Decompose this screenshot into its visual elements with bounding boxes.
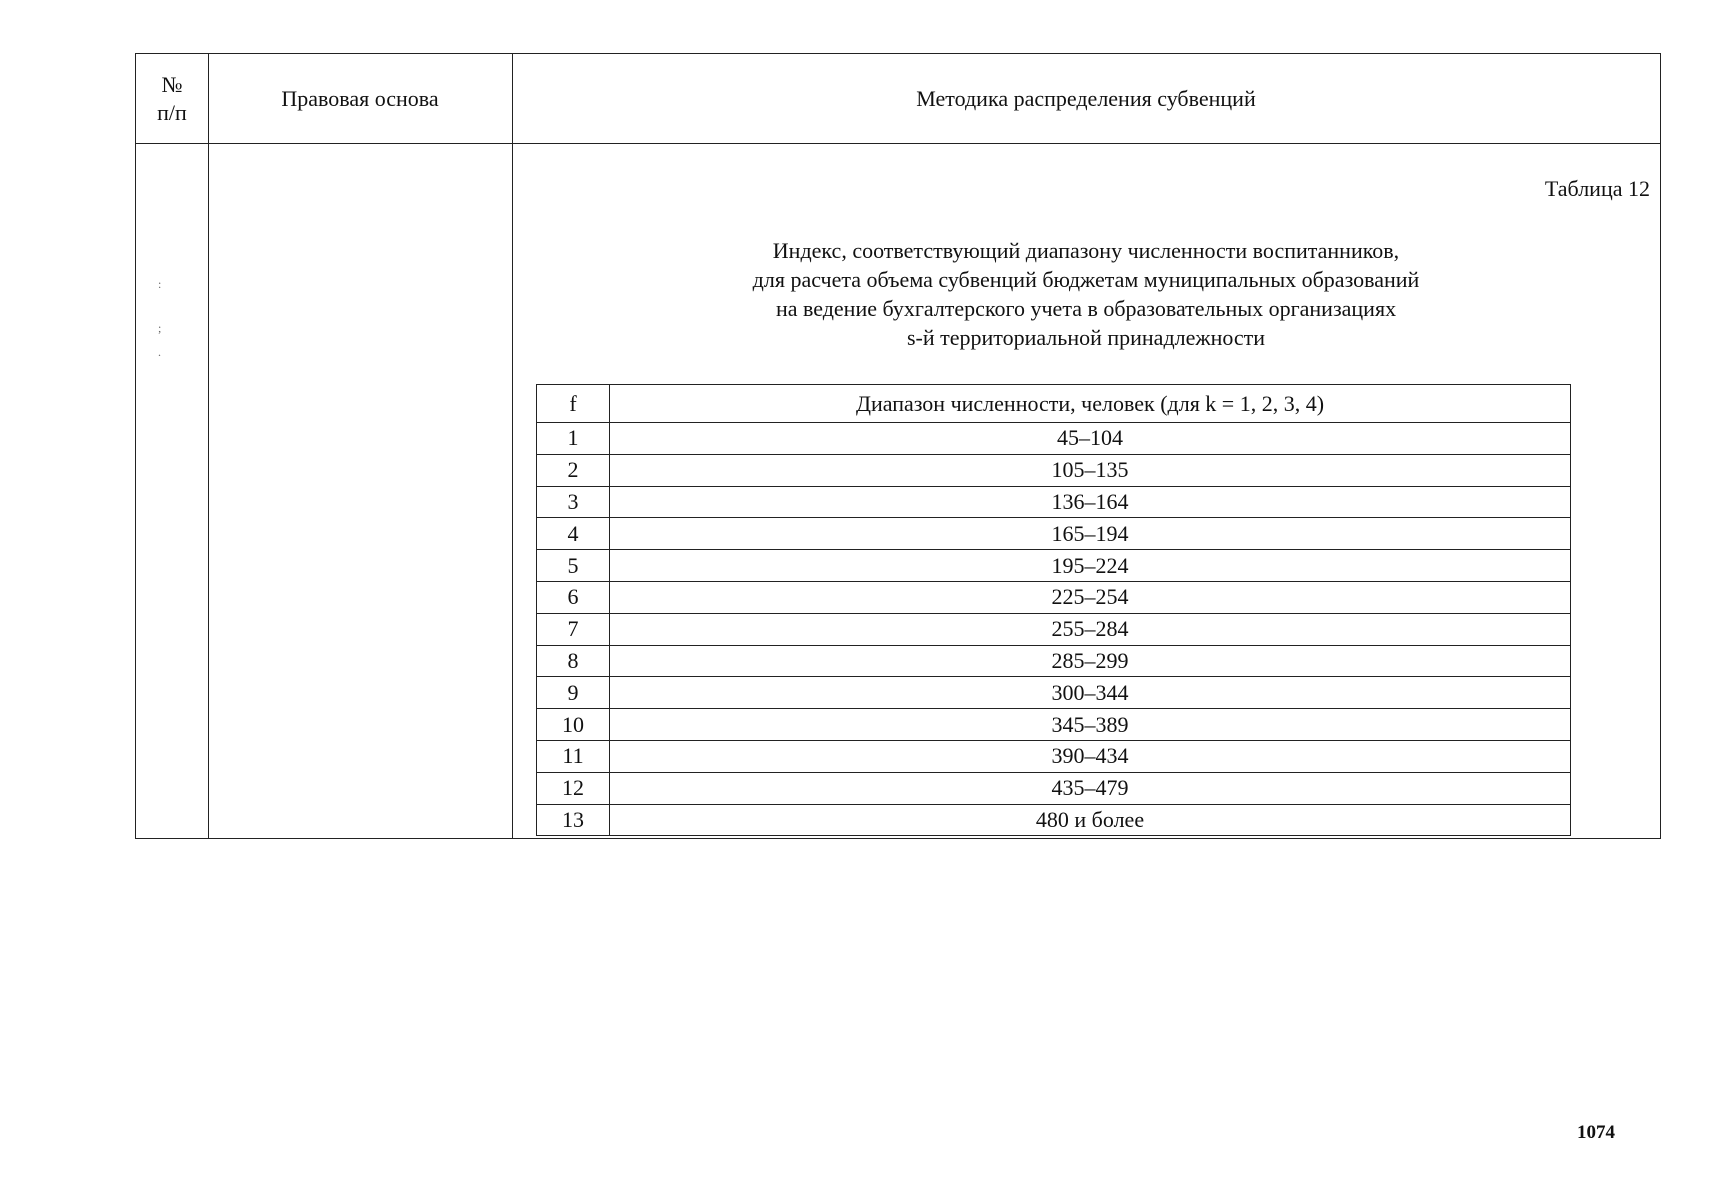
header-legal-basis: Правовая основа [281, 85, 439, 111]
cell-f: 10 [537, 709, 610, 741]
column-header-f: f [537, 385, 610, 423]
table-row [537, 772, 1571, 804]
cell-range: 136–164 [610, 486, 1571, 518]
column-divider [512, 54, 513, 838]
caption-line: Индекс, соответствующий диапазону численности воспитанников, [772, 238, 1400, 263]
margin-mark: ; [158, 321, 162, 335]
table-row [537, 804, 1571, 836]
caption-line: на ведение бухгалтерского учета в образовательных организациях [775, 296, 1397, 321]
header-method: Методика распределения субвенций [916, 85, 1256, 111]
cell-range: 225–254 [610, 581, 1571, 613]
cell-f: 11 [537, 740, 610, 772]
table-number: Таблица 12 [1544, 176, 1650, 201]
cell-range: 390–434 [610, 740, 1571, 772]
cell-f: 8 [537, 645, 610, 677]
table-row [537, 581, 1571, 613]
header-divider [136, 143, 1660, 144]
cell-range: 195–224 [610, 550, 1571, 582]
caption-line: s-й территориальной принадлежности [906, 325, 1266, 350]
index-range-table [536, 384, 1571, 836]
cell-f: 2 [537, 454, 610, 486]
table-row [537, 613, 1571, 645]
cell-f: 5 [537, 550, 610, 582]
cell-range: 165–194 [610, 518, 1571, 550]
caption-line: для расчета объема субвенций бюджетам муниципальных образований [752, 267, 1420, 292]
cell-f: 12 [537, 772, 610, 804]
cell-range: 435–479 [610, 772, 1571, 804]
table-row [537, 454, 1571, 486]
cell-range: 345–389 [610, 709, 1571, 741]
table-row [537, 645, 1571, 677]
table-row [537, 709, 1571, 741]
table-header-row [537, 385, 1571, 423]
table-caption [512, 236, 1660, 352]
table-row [537, 677, 1571, 709]
margin-mark: . [158, 345, 161, 359]
cell-f: 6 [537, 581, 610, 613]
main-table [135, 53, 1661, 839]
cell-f: 9 [537, 677, 610, 709]
table-row [537, 423, 1571, 455]
margin-marks [158, 274, 188, 362]
page-number: 1074 [1577, 1122, 1615, 1143]
cell-range: 285–299 [610, 645, 1571, 677]
column-header-range: Диапазон численности, человек (для k = 1, 2, 3, 4) [610, 385, 1571, 423]
header-number [136, 54, 208, 143]
cell-range: 45–104 [610, 423, 1571, 455]
cell-range: 105–135 [610, 454, 1571, 486]
table-row [537, 550, 1571, 582]
header-number-abbr: п/п [157, 99, 187, 125]
column-divider [208, 54, 209, 838]
table-row [537, 518, 1571, 550]
cell-range: 480 и более [610, 804, 1571, 836]
cell-f: 13 [537, 804, 610, 836]
table-row [537, 740, 1571, 772]
cell-f: 4 [537, 518, 610, 550]
table-row [537, 486, 1571, 518]
cell-f: 3 [537, 486, 610, 518]
cell-f: 7 [537, 613, 610, 645]
cell-range: 255–284 [610, 613, 1571, 645]
cell-range: 300–344 [610, 677, 1571, 709]
cell-f: 1 [537, 423, 610, 455]
header-number-symbol: № [161, 71, 183, 97]
margin-mark: : [158, 277, 162, 291]
